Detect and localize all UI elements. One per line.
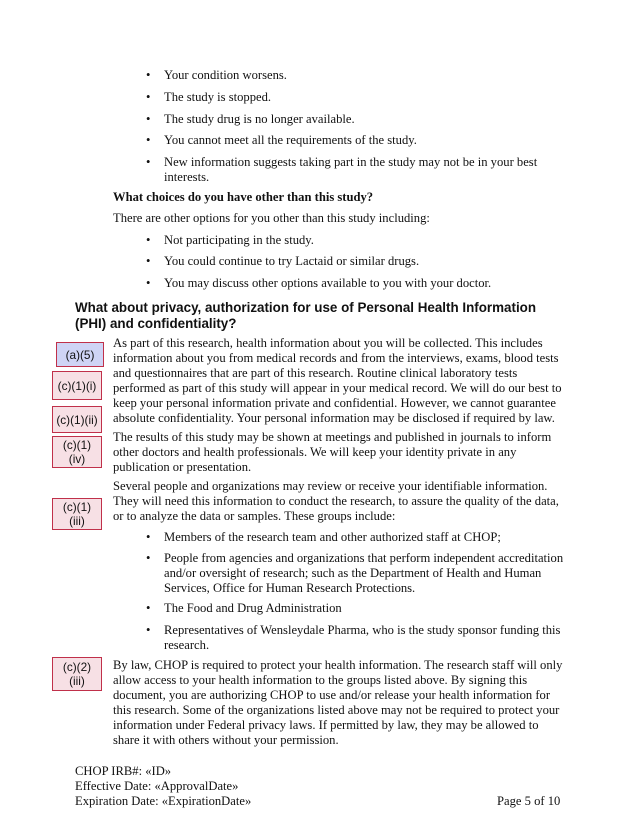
regulation-tag-c1i (52, 371, 102, 400)
list-item: Members of the research team and other authorized staff at CHOP; (164, 530, 501, 544)
list-item: You could continue to try Lactaid or similar drugs. (164, 254, 420, 268)
list-item: The Food and Drug Administration (164, 601, 342, 615)
bullet-marker: • (146, 68, 151, 82)
tag-label: (a)(5) (65, 347, 95, 362)
bullet-marker: • (146, 276, 151, 290)
regulation-tag-c2iii (52, 657, 102, 691)
regulation-tag-c1iii (52, 498, 102, 530)
list-item: Representatives of Wensleydale Pharma, who is the study sponsor funding this research. (164, 623, 561, 652)
footer-irb-number: CHOP IRB#: «ID» (75, 764, 172, 778)
bullet-marker: • (146, 601, 151, 615)
paragraph-reviewers: Several people and organizations may review or receive your identifiable information. They will need this information to conduct the research, to assure the quality of the data, or to analyze the data or samples. These groups include: (113, 479, 559, 523)
regulation-tag-a5 (56, 342, 104, 367)
list-item: People from agencies and organizations that perform independent accreditation and/or oversight of research; such as the Department of Health and Human Services, Office for Human Research Protections. (164, 551, 564, 595)
list-item: The study drug is no longer available. (164, 112, 355, 126)
bullet-marker: • (146, 254, 151, 268)
tag-label-line1: (c)(1) (62, 438, 92, 452)
list-item: Not participating in the study. (164, 233, 314, 247)
tag-label-line2: (iii) (69, 514, 85, 528)
bullet-marker: • (146, 133, 151, 147)
footer-effective-date: Effective Date: «ApprovalDate» (75, 779, 239, 793)
paragraph-law-protection: By law, CHOP is required to protect your health information. The research staff will only allow access to your health information to the groups listed above. By signing this document, you are authorizing CHOP to use and/or release your health information for this research. Some of the organizations listed above may not be required to protect your information under Federal privacy laws. If permitted by law, they may be allowed to share it with others without your permission. (113, 658, 563, 747)
list-item: The study is stopped. (164, 90, 272, 104)
footer-page-number: Page 5 of 10 (497, 794, 561, 808)
regulation-tag-c1ii (52, 406, 102, 433)
tag-label-line1: (c)(2) (62, 660, 92, 674)
bullet-marker: • (146, 155, 151, 169)
choices-intro: There are other options for you other than this study including: (113, 211, 430, 225)
bullet-marker: • (146, 90, 151, 104)
tag-label-line2: (iii) (69, 674, 85, 688)
tag-label: (c)(1)(ii) (56, 412, 98, 427)
paragraph-phi-collection: As part of this research, health information about you will be collected. This includes information about you from medical records and from the interviews, exams, blood tests and questionnaires that are part of this research. Routine clinical laboratory tests performed as part of this study will appear in your medical record. We will do our best to keep your personal information private and confidential. However, we cannot guarantee absolute confidentiality. Your personal information may be disclosed if required by law. (113, 336, 562, 425)
list-item: You cannot meet all the requirements of the study. (164, 133, 417, 147)
bullet-marker: • (146, 233, 151, 247)
privacy-heading: What about privacy, authorization for use of Personal Health Information (PHI) and confidentiality? (75, 300, 537, 331)
list-item: Your condition worsens. (164, 68, 287, 82)
bullet-marker: • (146, 623, 151, 637)
bullet-marker: • (146, 530, 151, 544)
choices-heading: What choices do you have other than this study? (113, 190, 374, 204)
regulation-tag-c1iv (52, 436, 102, 468)
list-item: New information suggests taking part in the study may not be in your best interests. (164, 155, 538, 184)
list-item: You may discuss other options available to you with your doctor. (164, 276, 492, 290)
tag-label: (c)(1)(i) (57, 378, 97, 393)
footer-expiration-date: Expiration Date: «ExpirationDate» (75, 794, 252, 808)
tag-label-line1: (c)(1) (62, 500, 92, 514)
bullet-marker: • (146, 112, 151, 126)
tag-label-line2: (iv) (68, 452, 86, 466)
paragraph-results: The results of this study may be shown at meetings and published in journals to inform other doctors and health professionals. We will keep your identity private in any publication or presentation. (113, 430, 552, 474)
bullet-marker: • (146, 551, 151, 565)
